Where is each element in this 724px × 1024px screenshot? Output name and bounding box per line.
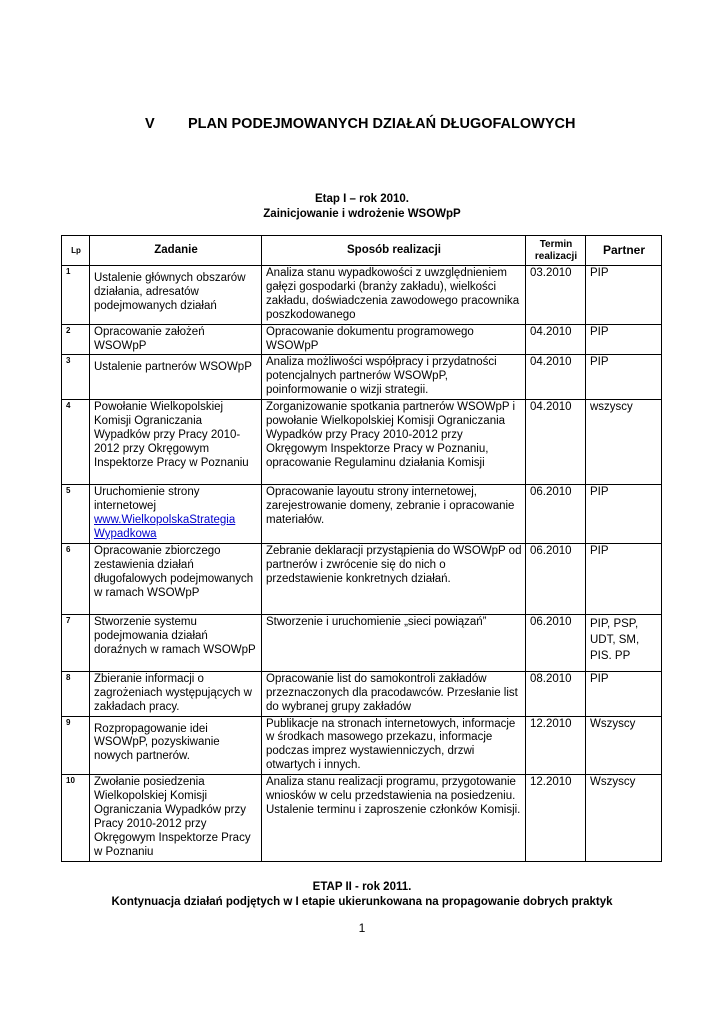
row-task: Uruchomienie strony internetowej [94, 486, 200, 513]
row-task: Zbieranie informacji o zagrożeniach występujących w zakładach pracy. [90, 671, 262, 716]
section-number: V [145, 116, 155, 132]
row-task: Zwołanie posiedzenia Wielkopolskiej Komisji Ograniczania Wypadków przy Pracy 2010-2012 przy Okręgowym Inspektorze Pracy w Poznaniu [90, 775, 262, 861]
stage-2-subtitle: Kontynuacja działań podjętych w I etapie ukierunkowana na propagowanie dobrych praktyk [111, 896, 613, 908]
row-term: 06.2010 [526, 614, 586, 671]
row-partner: Wszyscy [586, 775, 662, 861]
table-row [62, 716, 662, 775]
header-task: Zadanie [90, 236, 262, 266]
row-partner: PIP [586, 355, 662, 400]
row-term: 04.2010 [526, 355, 586, 400]
row-method: Zorganizowanie spotkania partnerów WSOWpP i powołanie Wielkopolskiej Komisji Ograniczania Wypadków przy Pracy 2010-2012 przy Okręgowym Inspektorze Pracy w Poznaniu, opracowanie Regulaminu działania Komisji [262, 400, 526, 485]
row-lp: 6 [62, 543, 90, 614]
row-partner: PIP [586, 485, 662, 544]
row-method: Stworzenie i uruchomienie „sieci powiązań” [262, 614, 526, 671]
row-task: Stworzenie systemu podejmowania działań doraźnych w ramach WSOWpP [90, 614, 262, 671]
row-lp: 2 [62, 324, 90, 355]
table-row [62, 324, 662, 355]
row-method: Analiza możliwości współpracy i przydatności potencjalnych partnerów WSOWpP, poinformowanie o wizji strategii. [262, 355, 526, 400]
row-term: 12.2010 [526, 775, 586, 861]
header-lp: Lp [62, 236, 90, 266]
row-partner: PIP, PSP, UDT, SM, PIS. PP [586, 614, 662, 671]
row-task: Ustalenie głównych obszarów działania, adresatów podejmowanych działań [90, 266, 262, 325]
row-method: Opracowanie layoutu strony internetowej, zarejestrowanie domeny, zebranie i opracowanie materiałów. [262, 485, 526, 544]
row-method: Opracowanie list do samokontroli zakładów przeznaczonych dla pracodawców. Przesłanie list do wybranej grupy zakładów [262, 671, 526, 716]
row-method: Analiza stanu realizacji programu, przygotowanie wniosków w celu przedstawienia na posiedzeniu. Ustalenie terminu i zaproszenie członków Komisji. [262, 775, 526, 861]
header-term: Termin realizacji [526, 236, 586, 266]
row-lp: 9 [62, 716, 90, 775]
row-method: Publikacje na stronach internetowych, informacje w środkach masowego przekazu, informacje podczas imprez wystawienniczych, drzwi otwartych i innych. [262, 716, 526, 775]
table-row [62, 614, 662, 671]
row-partner: PIP [586, 543, 662, 614]
row-partner: wszyscy [586, 400, 662, 485]
row-term: 06.2010 [526, 485, 586, 544]
row-method: Opracowanie dokumentu programowego WSOWpP [262, 324, 526, 355]
stage-1-title: Etap I – rok 2010. [315, 193, 409, 205]
table-row [62, 400, 662, 485]
row-lp: 3 [62, 355, 90, 400]
table-row [62, 266, 662, 325]
table-row [62, 543, 662, 614]
row-method: Zebranie deklaracji przystąpienia do WSOWpP od partnerów i zwrócenie się do nich o przedstawienie konkretnych działań. [262, 543, 526, 614]
row-partner: PIP [586, 671, 662, 716]
section-title: PLAN PODEJMOWANYCH DZIAŁAŃ DŁUGOFALOWYCH [188, 116, 576, 132]
row-lp: 8 [62, 671, 90, 716]
table-row [62, 485, 662, 544]
table-header-row [62, 236, 662, 266]
row-method: Analiza stanu wypadkowości z uwzględnieniem gałęzi gospodarki (branży zakładu), wielkości zakładu, doświadczenia zawodowego pracownika poszkodowanego [262, 266, 526, 325]
stage-2-header [0, 880, 724, 910]
action-plan-table [61, 235, 662, 862]
table-row [62, 775, 662, 861]
row-task: Opracowanie założeń WSOWpP [90, 324, 262, 355]
row-term: 06.2010 [526, 543, 586, 614]
row-task-cell [90, 485, 262, 544]
row-task: Powołanie Wielkopolskiej Komisji Ograniczania Wypadków przy Pracy 2010-2012 przy Okręgowym Inspektorze Pracy w Poznaniu [90, 400, 262, 485]
row-lp: 10 [62, 775, 90, 861]
row-task: Opracowanie zbiorczego zestawienia działań długofalowych podejmowanych w ramach WSOWpP [90, 543, 262, 614]
row-term: 12.2010 [526, 716, 586, 775]
row-task: Rozpropagowanie idei WSOWpP, pozyskiwanie nowych partnerów. [90, 716, 262, 775]
row-partner: PIP [586, 324, 662, 355]
table-row [62, 671, 662, 716]
row-lp: 4 [62, 400, 90, 485]
stage-1-subtitle: Zainicjowanie i wdrożenie WSOWpP [263, 208, 461, 220]
header-method: Sposób realizacji [262, 236, 526, 266]
row-partner: Wszyscy [586, 716, 662, 775]
row-lp: 1 [62, 266, 90, 325]
row-term: 08.2010 [526, 671, 586, 716]
row-term: 04.2010 [526, 324, 586, 355]
row-term: 03.2010 [526, 266, 586, 325]
page-number: 1 [358, 921, 366, 935]
table-row [62, 355, 662, 400]
row-lp: 7 [62, 614, 90, 671]
stage-2-title: ETAP II - rok 2011. [312, 881, 412, 893]
header-partner: Partner [586, 236, 662, 266]
row-lp: 5 [62, 485, 90, 544]
website-link[interactable]: www.WielkopolskaStrategia Wypadkowa [94, 513, 236, 540]
row-task: Ustalenie partnerów WSOWpP [90, 355, 262, 400]
row-partner: PIP [586, 266, 662, 325]
stage-1-header [0, 192, 724, 222]
row-term: 04.2010 [526, 400, 586, 485]
